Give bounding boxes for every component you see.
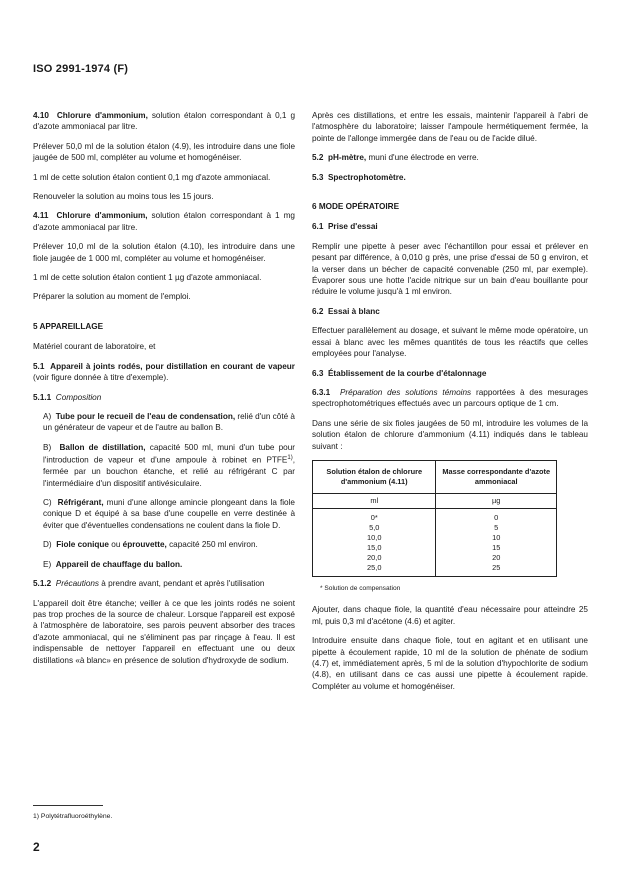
table-cell: 5,0 bbox=[313, 523, 436, 533]
section-desc: muni d'une électrode en verre. bbox=[366, 153, 479, 163]
table-cell: 10,0 bbox=[313, 533, 436, 543]
paragraph: Préparer la solution au moment de l'emploi. bbox=[33, 292, 191, 302]
section-number: 5.1 bbox=[33, 361, 45, 371]
section-6-3-heading bbox=[312, 368, 588, 379]
item-title-2: éprouvette, bbox=[122, 540, 167, 550]
paragraph: Après ces distillations, et entre les essais, maintenir l'appareil à l'abri de l'atmosphère du laboratoire; laisser l'ampoule hermétiquement fermée, la pointe de l'allonge immergée dans de l'eau ou de l'acide dilué. bbox=[312, 111, 588, 143]
section-4-10-heading bbox=[33, 110, 295, 133]
paragraph: Ajouter, dans chaque fiole, la quantité d'eau nécessaire pour atteindre 25 ml, puis 0,3 ml d'acétone (4.6) et agiter. bbox=[312, 605, 588, 626]
section-title: Essai à blanc bbox=[327, 306, 380, 316]
section-number: 5.1.1 bbox=[33, 392, 52, 402]
calibration-table bbox=[312, 460, 557, 577]
section-number: 5.3 bbox=[312, 172, 324, 182]
item-desc: capacité 500 ml, muni d'un tube pour l'introduction de vapeur et d'une ampoule à robinet en PTFE bbox=[43, 442, 295, 465]
section-desc: à prendre avant, pendant et après l'utilisation bbox=[99, 579, 265, 589]
section-title: Chlorure d'ammonium, bbox=[56, 211, 148, 221]
table-cell: 25,0 bbox=[313, 563, 436, 577]
left-column bbox=[33, 110, 295, 674]
section-number: 6.3 bbox=[312, 368, 324, 378]
paragraph: Dans une série de six fioles jaugées de 50 ml, introduire les volumes de la solution étalon de chlorure d'ammonium (4.11) indiqués dans le tableau suivant : bbox=[312, 418, 588, 451]
item-title: Appareil de chauffage du ballon. bbox=[55, 559, 183, 569]
list-item-A bbox=[43, 411, 295, 434]
page-number: 2 bbox=[33, 840, 40, 854]
table-cell: 15 bbox=[436, 543, 557, 553]
table-header-mass: Masse correspondante d'azote ammoniacal bbox=[436, 460, 557, 493]
item-desc-cont: , fermée par un bouchon étanche, et relié au réfrigérant C par l'intermédiaire d'un dispositif antivésiculaire. bbox=[43, 455, 295, 488]
table-cell: 15,0 bbox=[313, 543, 436, 553]
footnote: 1) Polytétrafluoroéthylène. bbox=[33, 813, 113, 820]
section-5-1-1-heading bbox=[33, 392, 295, 403]
table-cell: 25 bbox=[436, 563, 557, 577]
item-key: A) bbox=[43, 411, 52, 421]
section-number: 4.10 bbox=[33, 111, 49, 120]
section-number: 6.3.1 bbox=[312, 387, 331, 397]
table-cell: 20,0 bbox=[313, 553, 436, 563]
item-title: Réfrigérant, bbox=[57, 498, 104, 508]
section-6-2-heading bbox=[312, 306, 588, 317]
item-desc: muni d'une allonge amincie plongeant dans la fiole conique D et équipé à sa base d'une coupelle en verre destinée à éviter que d'éventuelles condensations ne coulent dans la fiole D. bbox=[43, 498, 295, 530]
section-number: 5.2 bbox=[312, 153, 324, 163]
item-key: D) bbox=[43, 540, 52, 550]
paragraph: Renouveler la solution au moins tous les 15 jours. bbox=[33, 192, 214, 202]
section-6-1-heading bbox=[312, 221, 588, 232]
item-key: E) bbox=[43, 559, 52, 569]
table-cell: 0 bbox=[436, 508, 557, 523]
footnote-ref: 1) bbox=[287, 455, 293, 462]
paragraph: Matériel courant de laboratoire, et bbox=[33, 342, 156, 352]
standard-header: ISO 2991-1974 (F) bbox=[33, 63, 129, 75]
item-desc: capacité 250 ml environ. bbox=[166, 540, 258, 550]
table-cell: 10 bbox=[436, 533, 557, 543]
table-header-solution: Solution étalon de chlorure d'ammonium (4.11) bbox=[313, 460, 436, 493]
table-unit-ml: ml bbox=[313, 493, 436, 508]
section-desc: (voir figure donnée à titre d'exemple). bbox=[33, 373, 169, 383]
section-title: Prise d'essai bbox=[327, 222, 378, 232]
table-cell: 0* bbox=[313, 508, 436, 523]
paragraph: Effectuer parallèlement au dosage, et suivant le même mode opératoire, un essai à blanc avec les mêmes quantités de tous les réactifs que celles employées pour l'analyse. bbox=[312, 326, 588, 359]
section-5-3-heading bbox=[312, 172, 588, 183]
paragraph: 1 ml de cette solution étalon contient 0,1 mg d'azote ammoniacal. bbox=[33, 172, 271, 182]
section-number: 4.11 bbox=[33, 211, 49, 221]
section-title: Spectrophotomètre. bbox=[327, 172, 406, 182]
section-title: Chlorure d'ammonium, bbox=[56, 111, 148, 120]
section-title: Établissement de la courbe d'étalonnage bbox=[327, 368, 487, 378]
table-cell: 5 bbox=[436, 523, 557, 533]
section-title: Composition bbox=[55, 392, 102, 402]
section-4-11-heading bbox=[33, 210, 295, 233]
list-item-D bbox=[43, 539, 295, 550]
item-mid: ou bbox=[108, 540, 123, 550]
section-desc: rapportées à des mesurages spectrophotométriques effectués avec un parcours optique de 1 cm. bbox=[312, 387, 588, 409]
item-title: Tube pour le recueil de l'eau de condensation, bbox=[55, 411, 236, 421]
section-5-2-heading bbox=[312, 152, 588, 163]
right-column bbox=[312, 110, 588, 700]
list-item-E bbox=[43, 559, 295, 570]
section-title: pH-mètre, bbox=[327, 153, 367, 163]
section-6-title: 6 MODE OPÉRATOIRE bbox=[312, 202, 400, 212]
paragraph: 1 ml de cette solution étalon contient 1 µg d'azote ammoniacal. bbox=[33, 273, 262, 283]
item-title: Ballon de distillation, bbox=[59, 442, 146, 452]
item-key: B) bbox=[43, 442, 52, 452]
footnote-divider bbox=[33, 805, 103, 806]
paragraph: Prélever 50,0 ml de la solution étalon (4.9), les introduire dans une fiole jaugée de 500 ml, compléter au volume et homogénéiser. bbox=[33, 141, 295, 163]
section-5-1-2-heading bbox=[33, 578, 295, 589]
table-cell: 20 bbox=[436, 553, 557, 563]
section-title: Précautions bbox=[55, 579, 100, 589]
item-title: Fiole conique bbox=[56, 540, 109, 550]
section-number: 6.2 bbox=[312, 306, 324, 316]
paragraph: Prélever 10,0 ml de la solution étalon (4.10), les introduire dans une fiole jaugée de 1 000 ml, compléter au volume et homogénéiser. bbox=[33, 242, 295, 263]
section-5-1-heading bbox=[33, 361, 295, 384]
section-desc: solution étalon correspondant à 0,1 g d'azote ammoniacal par litre. bbox=[33, 111, 295, 132]
paragraph: Introduire ensuite dans chaque fiole, tout en agitant et en utilisant une pipette à écoulement rapide, 10 ml de la solution de phénate de sodium (4.7) et, immédiatement après, 5 ml de la solution d'hypochlorite de sodium (4.8), en utilisant dans ce cas aussi une pipette à écoulement rapide. Compléter au volume et homogénéiser. bbox=[312, 636, 588, 691]
section-desc: solution étalon correspondant à 1 mg d'azote ammoniacal par litre. bbox=[33, 211, 295, 232]
section-title: Appareil à joints rodés, pour distillation en courant de vapeur bbox=[50, 361, 295, 371]
section-number: 5.1.2 bbox=[33, 579, 52, 589]
paragraph: Remplir une pipette à peser avec l'échantillon pour essai et prélever en pesant par différence, à 0,010 g près, une prise d'essai de 50 g environ, et la verser dans un bécher de capacité convenable (250 ml, par exemple). Évaporer sous une hotte l'acide nitrique sur un bain d'eau bouillante pour réduire le volume jusqu'à 1 ml environ. bbox=[312, 241, 588, 297]
section-6-3-1-heading bbox=[312, 387, 588, 410]
table-unit-ug: µg bbox=[436, 493, 557, 508]
item-desc: relié d'un côté à un générateur de vapeur et de l'autre au ballon B. bbox=[43, 411, 295, 433]
paragraph: L'appareil doit être étanche; veiller à ce que les joints rodés ne soient pas trop proches de la source de chaleur. Lorsque l'appareil est exposé à l'atmosphère de laboratoire, ses parois peuvent absorber des traces d'azote ammoniacal, qui ne s'éliminent pas par rinçage à l'eau. Il est indispensable de nettoyer l'appareil en effectuant une ou deux distillations «à blanc» en présence de solution d'hydroxyde de sodium. bbox=[33, 598, 295, 665]
table-note: * Solution de compensation bbox=[320, 584, 401, 592]
section-number: 6.1 bbox=[312, 222, 324, 232]
list-item-C bbox=[43, 497, 295, 531]
list-item-B bbox=[43, 442, 295, 489]
section-title: Préparation des solutions témoins bbox=[339, 387, 472, 397]
section-5-title: 5 APPAREILLAGE bbox=[33, 321, 104, 331]
item-key: C) bbox=[43, 498, 52, 508]
